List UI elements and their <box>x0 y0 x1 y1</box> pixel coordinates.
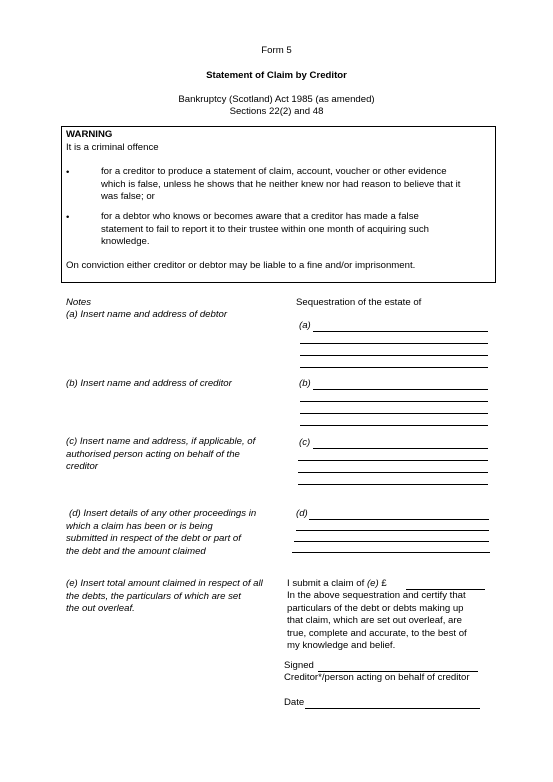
signer-role: Creditor*/person acting on behalf of creditor <box>284 672 470 683</box>
warning-intro: It is a criminal offence <box>66 142 159 153</box>
proceedings-line[interactable] <box>292 552 490 553</box>
note-d: (d) Insert details of any other proceedings in which a claim has been or is being submitted in respect of the debt or part of the debt and the amount claimed <box>66 508 257 557</box>
act-reference: Bankruptcy (Scotland) Act 1985 (as amended) <box>178 94 375 105</box>
debtor-line[interactable] <box>313 331 488 332</box>
creditor-line[interactable] <box>300 425 488 426</box>
debtor-line[interactable] <box>300 355 488 356</box>
bullet-text: for a debtor who knows or becomes aware that a creditor has made a false statement to fail to report it to their trustee within one month of acquiring such knowledge. <box>101 211 429 247</box>
debtor-line[interactable] <box>300 343 488 344</box>
sequestration-heading: Sequestration of the estate of <box>296 297 422 308</box>
warning-heading: WARNING <box>66 129 113 140</box>
creditor-line[interactable] <box>300 413 488 414</box>
signed-label: Signed <box>284 660 314 671</box>
debtor-line[interactable] <box>300 367 488 368</box>
bullet-marker: • <box>66 212 70 223</box>
claim-submit-text: I submit a claim of (e) £ <box>287 578 387 589</box>
sections-reference: Sections 22(2) and 48 <box>229 106 324 117</box>
certification-text: In the above sequestration and certify that particulars of the debt or debts making up that claim, which are set out overleaf, are true, complete and accurate, to the best of my knowledge and belief. <box>287 590 467 651</box>
creditor-line[interactable] <box>313 389 488 390</box>
marker-d: (d) <box>296 508 308 519</box>
marker-a: (a) <box>299 320 311 331</box>
creditor-line[interactable] <box>300 401 488 402</box>
agent-line[interactable] <box>313 448 488 449</box>
agent-line[interactable] <box>298 472 488 473</box>
note-e: (e) Insert total amount claimed in respect of all the debts, the particulars of which are set the out overleaf. <box>66 578 263 614</box>
form-number: Form 5 <box>261 45 292 56</box>
agent-line[interactable] <box>298 460 488 461</box>
note-b: (b) Insert name and address of creditor <box>66 378 232 389</box>
marker-b: (b) <box>299 378 311 389</box>
date-label: Date <box>284 697 305 708</box>
note-c: (c) Insert name and address, if applicable, of authorised person acting on behalf of the creditor <box>66 436 256 472</box>
proceedings-line[interactable] <box>294 541 489 542</box>
bullet-marker: • <box>66 167 70 178</box>
bullet-text: for a creditor to produce a statement of claim, account, voucher or other evidence which is false, unless he shows that he neither knew nor had reason to believe that it was false; or <box>101 166 461 202</box>
conviction-text: On conviction either creditor or debtor may be liable to a fine and/or imprisonment. <box>66 260 416 271</box>
proceedings-line[interactable] <box>309 519 489 520</box>
form-title: Statement of Claim by Creditor <box>206 70 347 81</box>
agent-line[interactable] <box>298 484 488 485</box>
notes-heading: Notes <box>66 297 92 308</box>
date-line[interactable] <box>305 708 480 709</box>
note-a: (a) Insert name and address of debtor <box>66 309 228 320</box>
marker-c: (c) <box>299 437 311 448</box>
proceedings-line[interactable] <box>296 530 489 531</box>
